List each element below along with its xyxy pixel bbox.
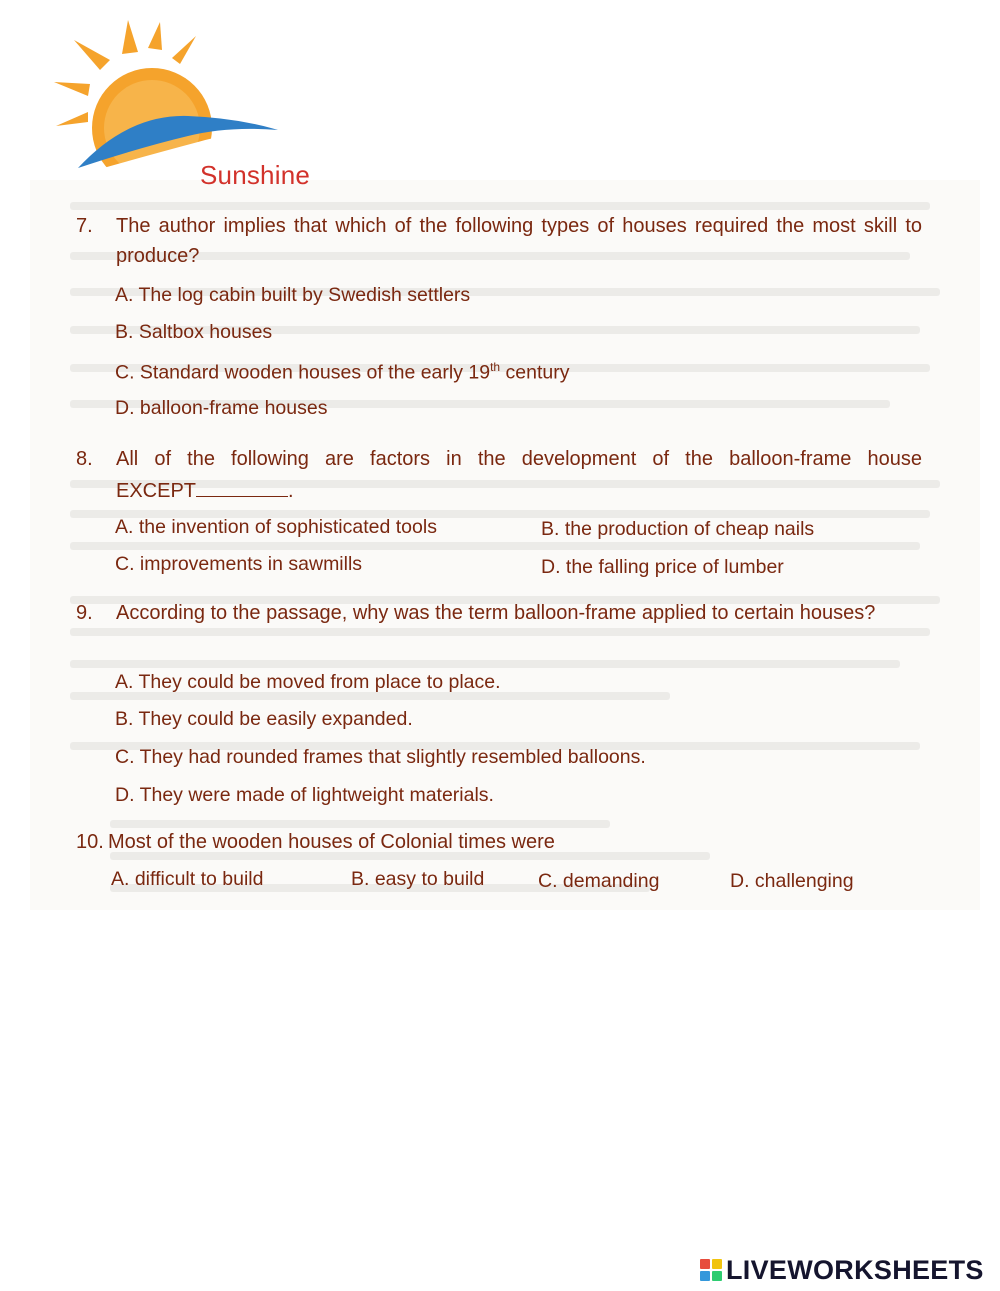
- question-text-line2: [116, 476, 294, 506]
- bleed-through-line: [70, 202, 930, 210]
- question-number: 8.: [76, 448, 93, 470]
- option-d: D. balloon-frame houses: [115, 397, 328, 419]
- option-c-text: C. Standard wooden houses of the early 19: [115, 361, 491, 384]
- option-d: D. the falling price of lumber: [541, 556, 784, 578]
- sun-icon: [48, 18, 288, 178]
- superscript: th: [490, 360, 501, 374]
- question-text: Most of the wooden houses of Colonial times were: [108, 831, 555, 853]
- option-b: B. the production of cheap nails: [541, 518, 815, 540]
- option-c: C. improvements in sawmills: [115, 553, 363, 575]
- sunshine-logo: [48, 18, 311, 190]
- option-c: [115, 360, 569, 385]
- except-label: EXCEPT: [116, 480, 197, 502]
- option-a: A. the invention of sophisticated tools: [115, 516, 437, 538]
- question-number: 10.: [76, 831, 104, 853]
- option-a: A. The log cabin built by Swedish settlers: [115, 284, 471, 306]
- option-b: B. Saltbox houses: [115, 321, 273, 343]
- option-a: A. difficult to build: [111, 868, 264, 890]
- bleed-through-line: [70, 628, 930, 636]
- question-number: 7.: [76, 215, 93, 237]
- liveworksheets-brand: [700, 1254, 984, 1286]
- option-d: D. challenging: [730, 870, 854, 892]
- option-b: B. They could be easily expanded.: [115, 708, 413, 730]
- question-text: All of the following are factors in the development of the balloon-frame house: [116, 448, 922, 470]
- option-c-text-end: century: [500, 361, 570, 384]
- bleed-through-line: [70, 660, 900, 668]
- option-d: D. They were made of lightweight materials.: [115, 784, 494, 806]
- question-text: The author implies that which of the following types of houses required the most skill to produce?: [116, 215, 922, 267]
- option-b: B. easy to build: [351, 868, 485, 890]
- answer-blank[interactable]: [196, 476, 288, 497]
- option-a: A. They could be moved from place to place.: [115, 671, 501, 693]
- brand-logo-icon: [700, 1259, 722, 1281]
- question-text: According to the passage, why was the term balloon-frame applied to certain houses?: [116, 602, 876, 624]
- option-c: C. They had rounded frames that slightly resembled balloons.: [115, 746, 646, 768]
- bleed-through-line: [70, 542, 920, 550]
- question-number: 9.: [76, 602, 93, 624]
- option-c: C. demanding: [538, 870, 660, 892]
- logo-text: Sunshine: [200, 160, 311, 190]
- period: .: [288, 480, 294, 502]
- brand-name: LIVEWORKSHEETS: [726, 1254, 984, 1285]
